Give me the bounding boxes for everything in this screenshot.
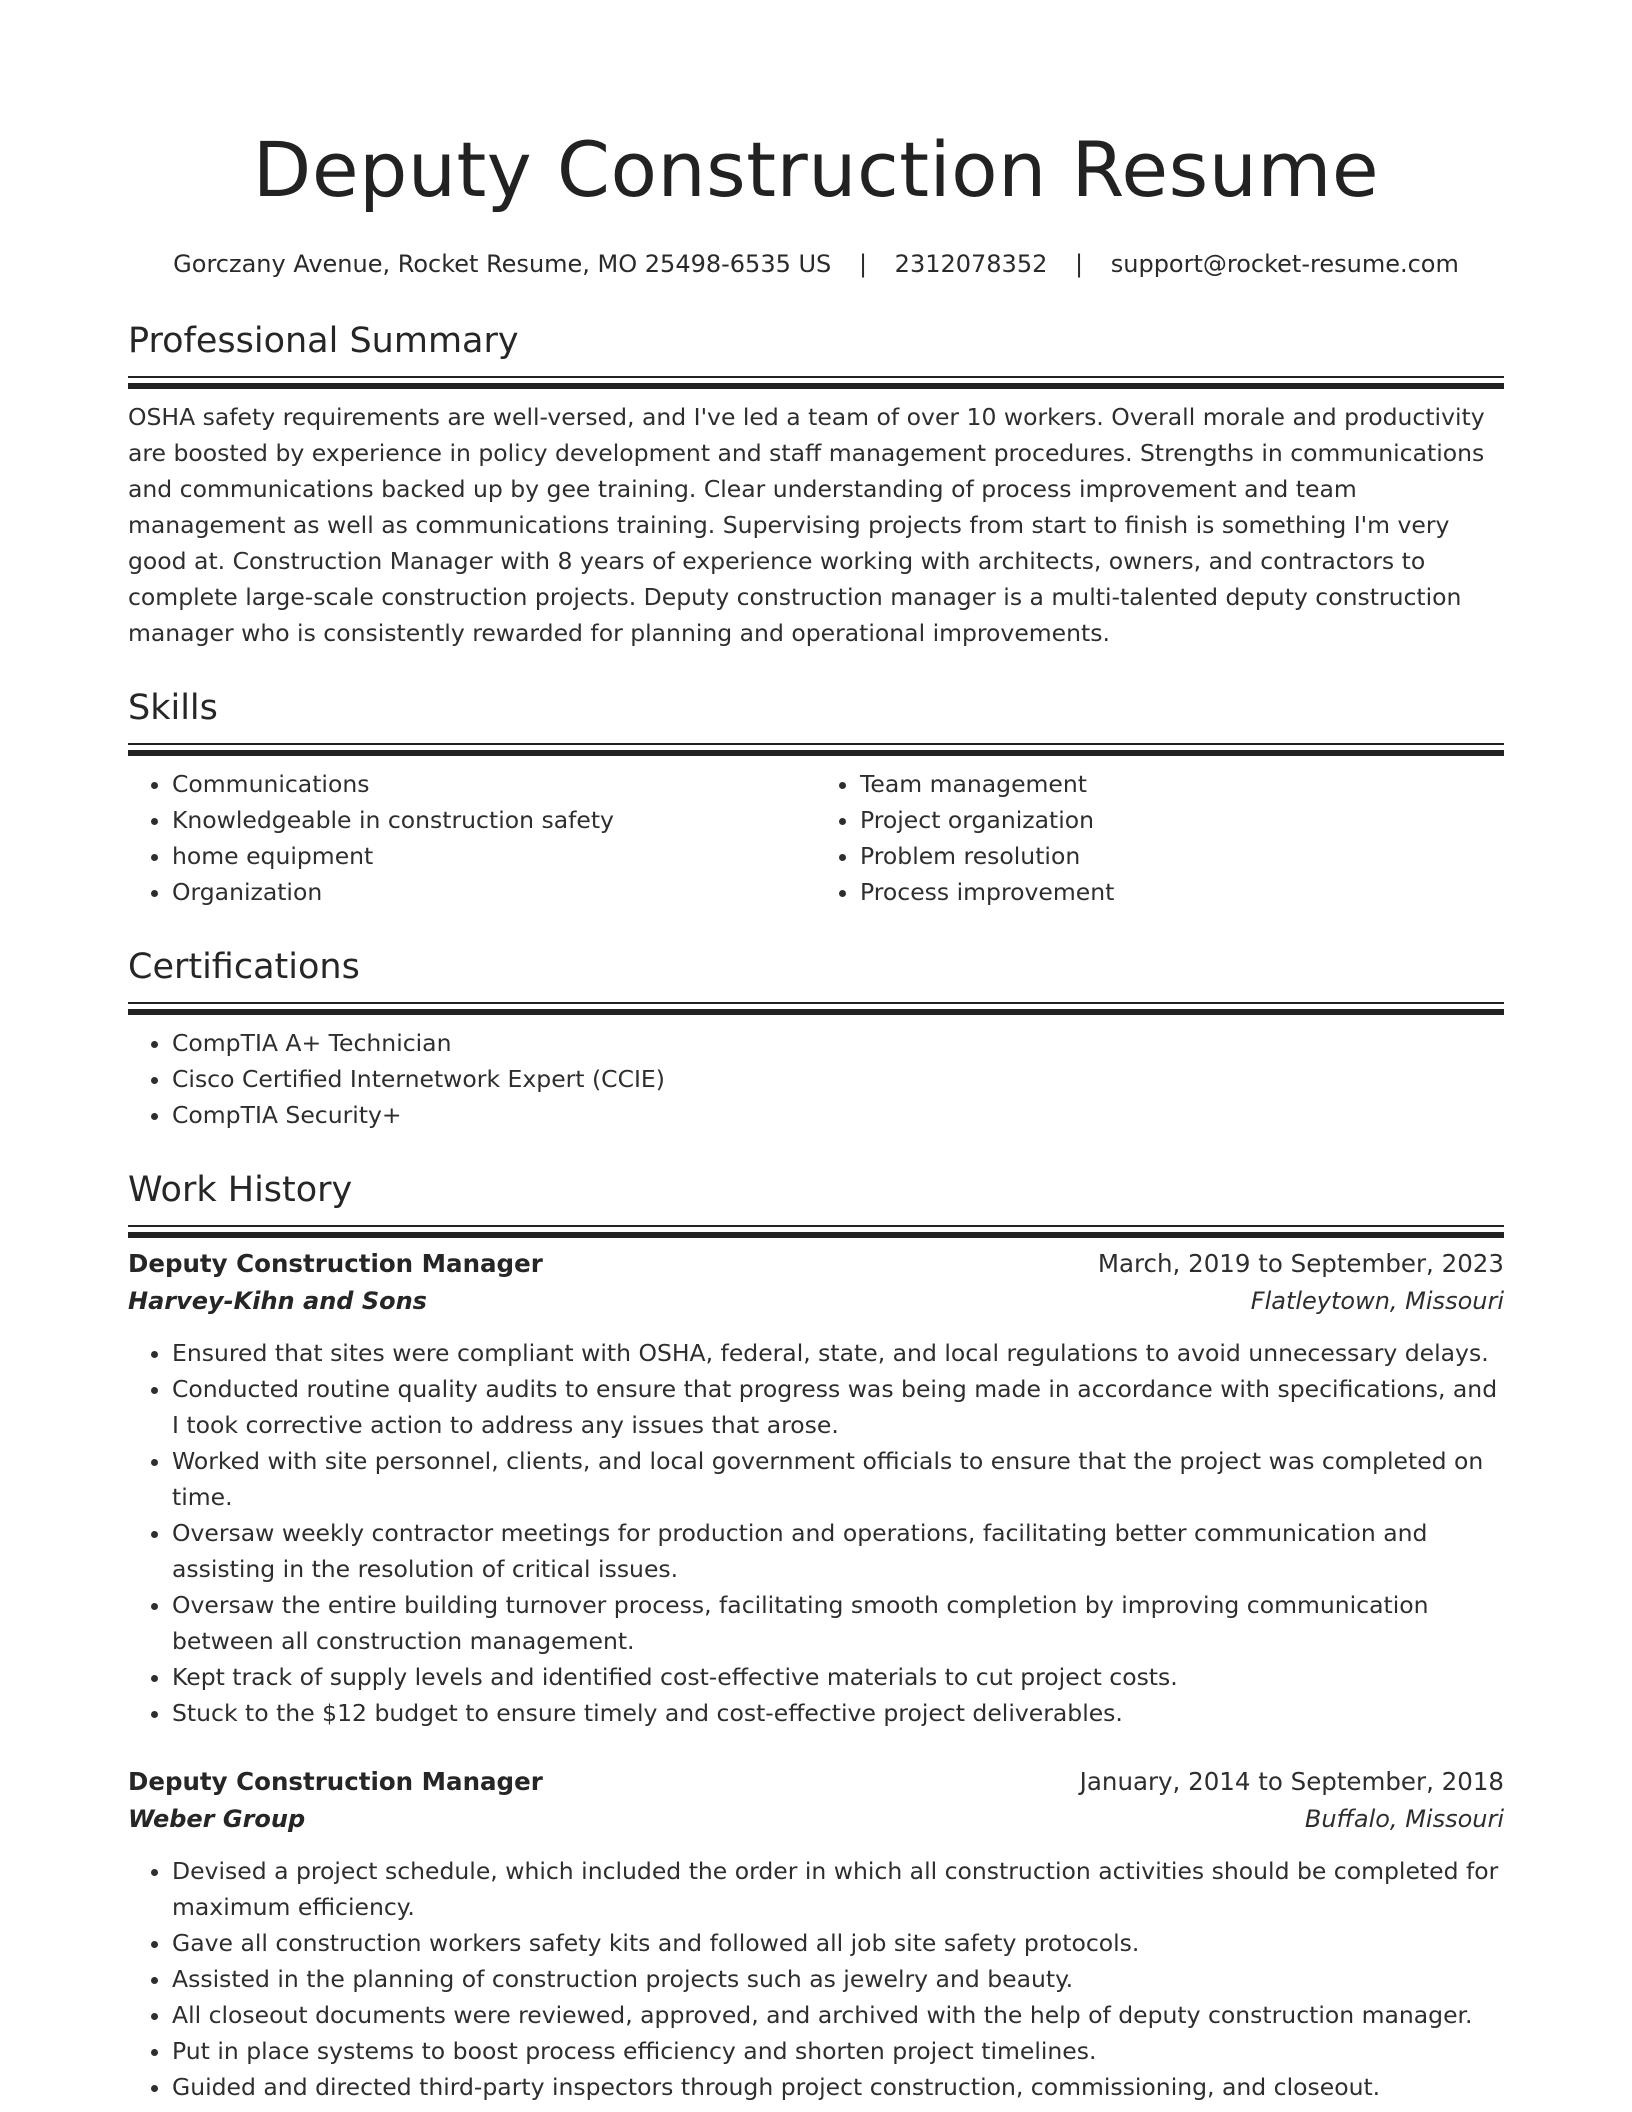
job-title: Deputy Construction Manager [128,1249,543,1278]
work-history-section [128,1167,1504,2105]
section-heading-work-history: Work History [128,1170,353,1210]
job-location: Flatleytown, Missouri [1250,1287,1504,1315]
job-header [128,1245,1504,1283]
job-subheader [128,1801,1504,1837]
skills-list-right [816,766,1504,910]
job-duty: • Conducted routine quality audits to ensure that progress was being made in accordance with specifications, and I took corrective action to address any issues that arose. [172,1371,1504,1443]
job-duties [128,1853,1504,2105]
job-title: Deputy Construction Manager [128,1767,543,1796]
summary-text: OSHA safety requirements are well-versed, and I've led a team of over 10 workers. Overall morale and productivity are boosted by experience in policy development and staff management procedures. Strengths in communications and communications backed up by gee training. Clear understanding of process improvement and team management as well as communications training. Supervising projects from start to finish is something I'm very good at. Construction Manager with 8 years of experience working with architects, owners, and contractors to complete large-scale construction projects. Deputy construction manager is a multi-talented deputy construction manager who is consistently rewarded for planning and operational improvements. [128,403,1485,647]
job-duty: • Oversaw weekly contractor meetings for production and operations, facilitating better communication and assisting in the resolution of critical issues. [172,1515,1504,1587]
contact-separator: | [858,250,868,278]
contact-line [128,248,1504,280]
section-divider [128,376,1504,378]
job-header [128,1763,1504,1801]
job-subheader [128,1283,1504,1319]
section-heading-skills: Skills [128,688,218,728]
job-duty: • Gave all construction workers safety kits and followed all job site safety protocols. [172,1925,1504,1961]
job-duty: • Guided and directed third-party inspectors through project construction, commissioning, and closeout. [172,2069,1504,2105]
section-divider [128,1002,1504,1004]
job-dates: January, 2014 to September, 2018 [1079,1767,1504,1796]
job-dates: March, 2019 to September, 2023 [1097,1249,1504,1278]
job-duty: • Devised a project schedule, which included the order in which all construction activities should be completed for maximum efficiency. [172,1853,1504,1925]
skill-item: • Project organization [860,802,1504,838]
job-location: Buffalo, Missouri [1304,1805,1504,1833]
job-entry [128,1245,1504,1731]
certifications-list [128,1025,1504,1133]
section-divider [128,1225,1504,1227]
skills-grid [128,766,1504,910]
skill-item: • Team management [860,766,1504,802]
contact-phone: 2312078352 [894,250,1048,278]
job-company: Harvey-Kihn and Sons [128,1287,427,1315]
job-duty: • Ensured that sites were compliant with OSHA, federal, state, and local regulations to avoid unnecessary delays. [172,1335,1504,1371]
skills-section [128,685,1504,910]
job-entry [128,1763,1504,2105]
contact-email: support@rocket-resume.com [1110,250,1459,278]
certification-item: • Cisco Certified Internetwork Expert (CCIE) [172,1061,1504,1097]
certifications-section [128,944,1504,1133]
skill-item: • Problem resolution [860,838,1504,874]
job-duty: • Kept track of supply levels and identified cost-effective materials to cut project costs. [172,1659,1504,1695]
job-duty: • Put in place systems to boost process efficiency and shorten project timelines. [172,2033,1504,2069]
job-duty: • Oversaw the entire building turnover process, facilitating smooth completion by improving communication between all construction management. [172,1587,1504,1659]
job-duty: • Worked with site personnel, clients, and local government officials to ensure that the project was completed on time. [172,1443,1504,1515]
certification-item: • CompTIA A+ Technician [172,1025,1504,1061]
contact-address: Gorczany Avenue, Rocket Resume, MO 25498-6535 US [173,250,832,278]
job-duty: • Stuck to the $12 budget to ensure timely and cost-effective project deliverables. [172,1695,1504,1731]
summary-section [128,318,1504,651]
section-heading-summary: Professional Summary [128,321,519,361]
skill-item: • Process improvement [860,874,1504,910]
certification-item: • CompTIA Security+ [172,1097,1504,1133]
skill-item: • Organization [172,874,816,910]
skill-item: • Communications [172,766,816,802]
contact-separator: | [1075,250,1084,278]
job-duties [128,1335,1504,1731]
resume-title: Deputy Construction Resume [252,125,1380,214]
job-duty: • All closeout documents were reviewed, approved, and archived with the help of deputy construction manager. [172,1997,1504,2033]
job-duty: • Assisted in the planning of construction projects such as jewelry and beauty. [172,1961,1504,1997]
section-divider [128,743,1504,745]
skill-item: • home equipment [172,838,816,874]
skill-item: • Knowledgeable in construction safety [172,802,816,838]
section-heading-certifications: Certifications [128,947,360,987]
job-company: Weber Group [128,1805,306,1833]
skills-list-left [128,766,816,910]
